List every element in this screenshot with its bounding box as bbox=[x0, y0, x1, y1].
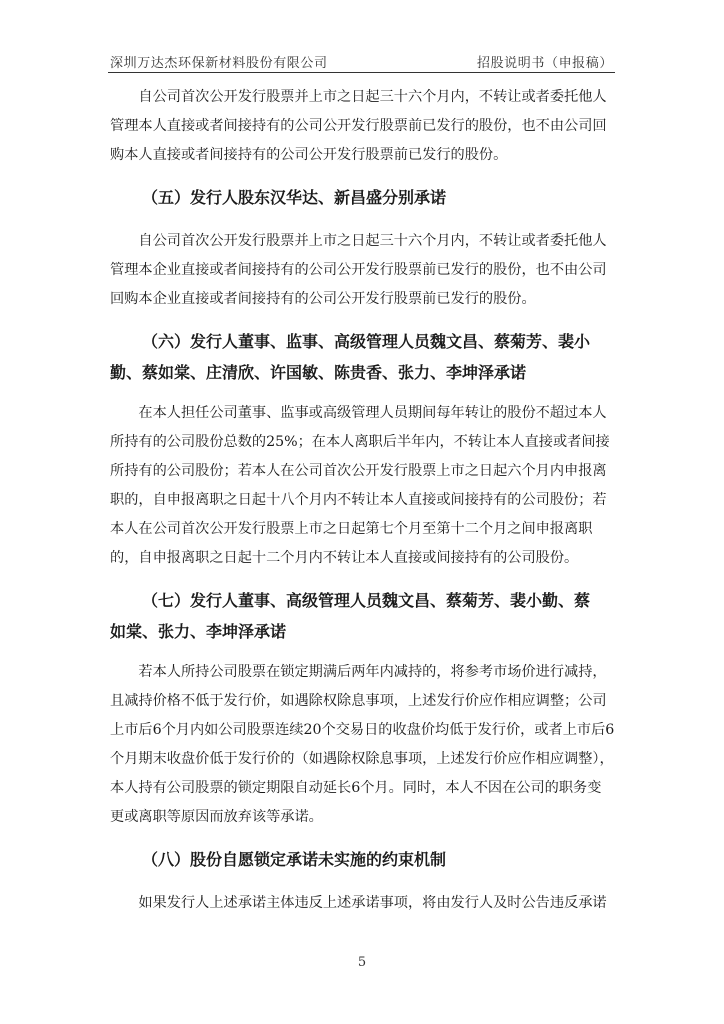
heading-line: （八）股份自愿锁定承诺未实施的约束机制 bbox=[142, 850, 447, 869]
heading-line: （七）发行人董事、高级管理人员魏文昌、蔡菊芳、裴小勤、蔡 bbox=[142, 591, 591, 610]
text-line: 且减持价格不低于发行价，如遇除权除息事项，上述发行价应作相应调整；公司 bbox=[110, 693, 607, 709]
paragraph-enforcement-mechanism bbox=[110, 889, 615, 918]
text-line: 在本人担任公司董事、监事或高级管理人员期间每年转让的股份不超过本人 bbox=[138, 405, 607, 421]
text-line: 所持有的公司股份总数的25%；在本人离职后半年内，不转让本人直接或者间接 bbox=[110, 434, 610, 450]
text-line: 如果发行人上述承诺主体违反上述承诺事项，将由发行人及时公告违反承诺 bbox=[138, 895, 607, 911]
text-line: 管理本企业直接或者间接持有的公司公开发行股票前已发行的股份，也不由公司 bbox=[110, 262, 607, 278]
page-number: 5 bbox=[357, 955, 367, 970]
text-line: 本人持有公司股票的锁定期限自动延长6个月。同时，本人不因在公司的职务变 bbox=[110, 780, 602, 796]
text-line: 个月期末收盘价低于发行价的（如遇除权除息事项，上述发行价应作相应调整）， bbox=[110, 751, 614, 767]
text-line: 的，自申报离职之日起十二个月内不转让本人直接或间接持有的公司股份。 bbox=[110, 550, 579, 566]
header-document-title: 招股说明书（申报稿） bbox=[476, 56, 613, 71]
text-line: 回购本企业直接或者间接持有的公司公开发行股票前已发行的股份。 bbox=[110, 291, 536, 307]
paragraph-lockup-36-months-enterprise bbox=[110, 227, 615, 314]
header-company-name: 深圳万达杰环保新材料股份有限公司 bbox=[110, 56, 328, 71]
section-heading-5 bbox=[110, 182, 615, 214]
text-line: 职的，自申报离职之日起十八个月内不转让本人直接或间接持有的公司股份；若 bbox=[110, 492, 607, 508]
section-heading-7 bbox=[110, 585, 615, 647]
text-line: 上市后6个月内如公司股票连续20个交易日的收盘价均低于发行价，或者上市后6 bbox=[110, 722, 615, 738]
text-line: 所持有的公司股份；若本人在公司首次公开发行股票上市之日起六个月内申报离 bbox=[110, 463, 607, 479]
page-header bbox=[108, 50, 615, 73]
section-heading-8 bbox=[110, 844, 615, 876]
paragraph-reduction-price-commitment bbox=[110, 658, 615, 832]
heading-line: 如棠、张力、李坤泽承诺 bbox=[110, 622, 287, 641]
section-heading-6 bbox=[110, 326, 615, 388]
text-line: 更或离职等原因而放弃该等承诺。 bbox=[110, 809, 323, 825]
heading-line: 勤、蔡如棠、庄清欣、许国敏、陈贵香、张力、李坤泽承诺 bbox=[110, 363, 527, 382]
paragraph-director-transfer-limits bbox=[110, 399, 615, 573]
text-line: 本人在公司首次公开发行股票上市之日起第七个月至第十二个月之间申报离职 bbox=[110, 521, 593, 537]
document-body bbox=[110, 83, 615, 918]
heading-line: （六）发行人董事、监事、高级管理人员魏文昌、蔡菊芳、裴小 bbox=[142, 332, 591, 351]
text-line: 自公司首次公开发行股票并上市之日起三十六个月内，不转让或者委托他人 bbox=[138, 233, 607, 249]
text-line: 若本人所持公司股票在锁定期满后两年内减持的，将参考市场价进行减持， bbox=[138, 664, 607, 680]
text-line: 购本人直接或者间接持有的公司公开发行股票前已发行的股份。 bbox=[110, 147, 508, 163]
text-line: 自公司首次公开发行股票并上市之日起三十六个月内，不转让或者委托他人 bbox=[138, 89, 607, 105]
text-line: 管理本人直接或者间接持有的公司公开发行股票前已发行的股份，也不由公司回 bbox=[110, 118, 607, 134]
paragraph-lockup-36-months-individual bbox=[110, 83, 615, 170]
heading-line: （五）发行人股东汉华达、新昌盛分别承诺 bbox=[142, 188, 447, 207]
